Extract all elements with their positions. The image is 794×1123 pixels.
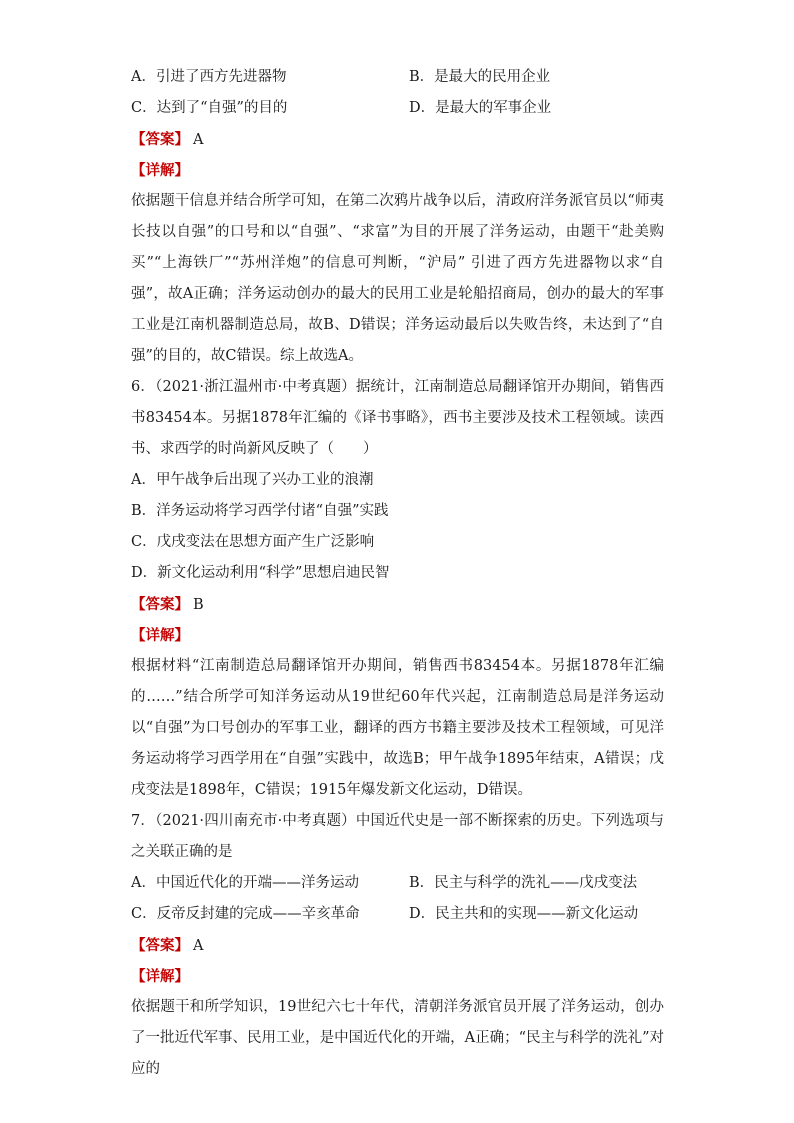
q7-detail-text: 依据题干和所学知识，19世纪六七十年代，清朝洋务派官员开展了洋务运动，创办了一批近代军事、民用工业，是中国近代化的开端，A正确；“民主与科学的洗礼”对应的 — [131, 999, 664, 1077]
q7-options-row2 — [131, 899, 664, 930]
q7-detail-heading — [131, 961, 664, 992]
q7-answer-value: A — [193, 938, 204, 954]
q7-answer — [131, 930, 664, 961]
q7-option-c: C．反帝反封建的完成——辛亥革命 — [131, 906, 360, 922]
q5-option-b: B．是最大的民用企业 — [409, 69, 551, 85]
q7-option-b: B．民主与科学的洗礼——戊戌变法 — [409, 875, 638, 891]
q7-option-d: D．民主共和的实现——新文化运动 — [409, 906, 639, 922]
q5-options-row2 — [131, 93, 664, 124]
q6-detail-text: 根据材料“江南制造总局翻译馆开办期间，销售西书83454本。另据1878年汇编的……”结合所学可知洋务运动从19世纪60年代兴起，江南制造总局是洋务运动以“自强”为口号创办的军事工业，翻译的西方书籍主要涉及技术工程领域，可见洋务运动将学习西学用在“自强”实践中，故选B；甲午战争1895年结束，A错误；戊戌变法是1898年，C错误；1915年爆发新文化运动，D错误。 — [131, 658, 664, 798]
q6-option-d: D．新文化运动利用“科学”思想启迪民智 — [131, 565, 390, 581]
q5-answer-value: A — [193, 132, 204, 148]
q7-detail-label: 【详解】 — [131, 968, 189, 985]
q7-stem: 7．（2021·四川南充市·中考真题）中国近代史是一部不断探索的历史。下列选项与之关联正确的是 — [131, 813, 664, 860]
q6-detail-heading — [131, 620, 664, 651]
q6-option-b: B．洋务运动将学习西学付诸“自强”实践 — [131, 503, 389, 519]
q5-option-d: D．是最大的军事企业 — [409, 100, 552, 116]
q7-options-row1 — [131, 868, 664, 899]
q6-option-a: A．甲午战争后出现了兴办工业的浪潮 — [131, 472, 374, 488]
q5-detail-text: 依据题干信息并结合所学可知，在第二次鸦片战争以后，清政府洋务派官员以“师夷长技以自强”的口号和以“自强”、“求富”为目的开展了洋务运动，由题干“赴美购买”“上海铁厂”“苏州洋炮”的信息可判断，“沪局” 引进了西方先进器物以求“自强”，故A正确；洋务运动创办的最大的民用工业是轮船招商局，创办的最大的军事工业是江南机器制造总局，故B、D错误；洋务运动最后以失败告终，未达到了“自强”的目的，故C错误。综上故选A。 — [131, 193, 664, 364]
q5-detail-label: 【详解】 — [131, 162, 189, 179]
q5-detail-heading — [131, 155, 664, 186]
q6-answer-value: B — [193, 597, 204, 613]
q7-answer-label: 【答案】 — [131, 937, 189, 954]
q5-option-c: C．达到了“自强”的目的 — [131, 100, 288, 116]
q5-answer — [131, 124, 664, 155]
q6-answer — [131, 589, 664, 620]
q6-detail-label: 【详解】 — [131, 627, 189, 644]
q6-option-c: C．戊戌变法在思想方面产生广泛影响 — [131, 534, 375, 550]
document-page — [131, 62, 664, 1085]
q6-answer-label: 【答案】 — [131, 596, 189, 613]
q7-option-a: A．中国近代化的开端——洋务运动 — [131, 875, 359, 891]
q5-answer-label: 【答案】 — [131, 131, 189, 148]
q5-option-a: A．引进了西方先进器物 — [131, 69, 287, 85]
q5-options-row1 — [131, 62, 664, 93]
q6-stem: 6．（2021·浙江温州市·中考真题）据统计，江南制造总局翻译馆开办期间，销售西书83454本。另据1878年汇编的《译书事略》，西书主要涉及技术工程领域。读西书、求西学的时尚新风反映了（ ） — [131, 379, 664, 457]
